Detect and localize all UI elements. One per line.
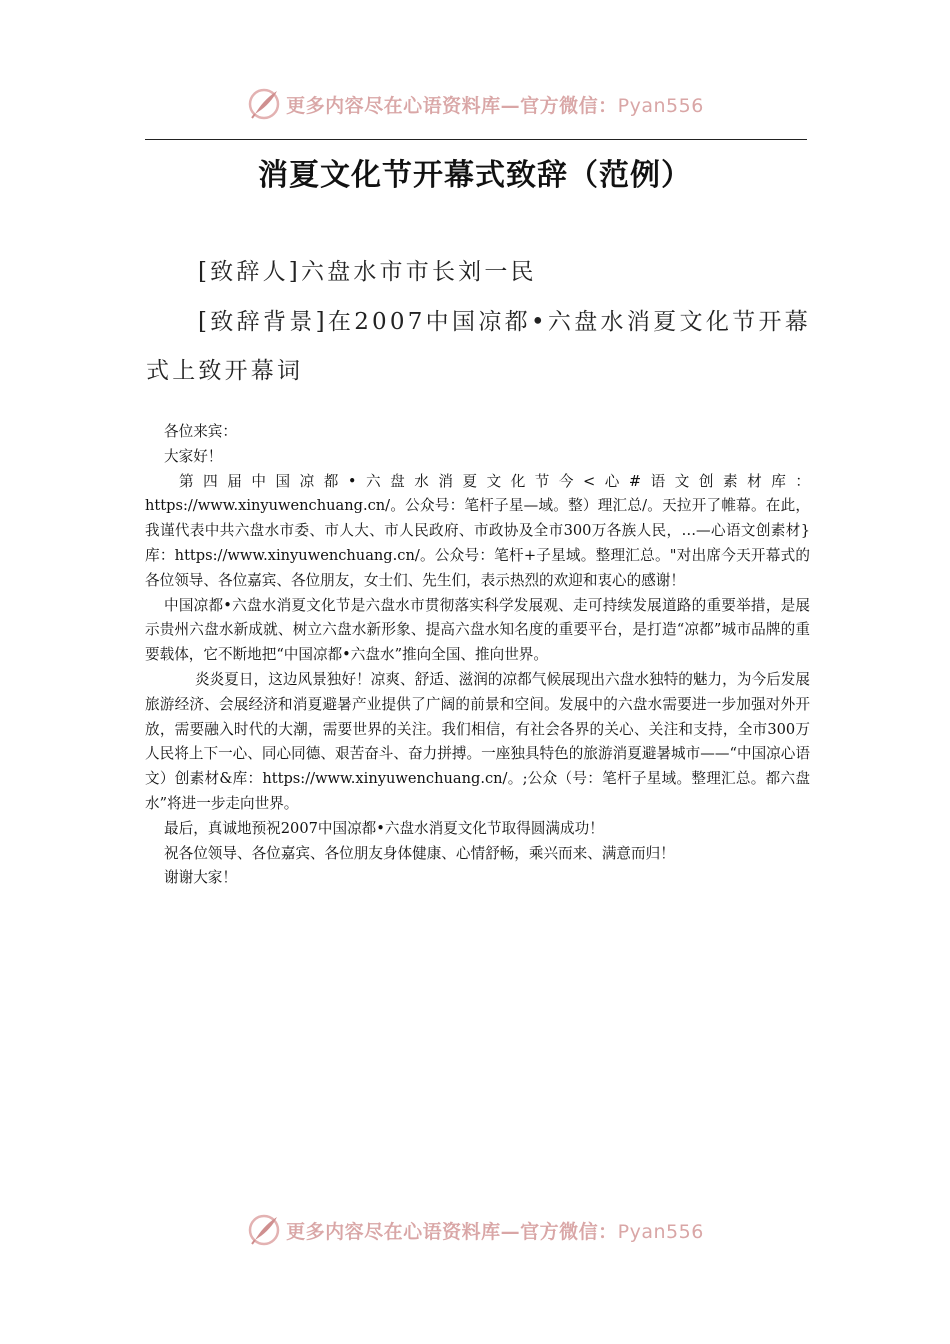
document-title: 消夏文化节开幕式致辞（范例） <box>258 158 692 193</box>
quill-logo-icon <box>246 1212 282 1248</box>
greeting: 大家好！ <box>164 447 223 465</box>
paragraph-summer: 炎炎夏日，这边风景独好！凉爽、舒适、滋润的凉都气候展现出六盘水独特的魅力，为今后发展旅游经济、会展经济和消夏避暑产业提供了广阔的前景和空间。发展中的六盘水需要进一步加强对外开放，需要融入时代的大潮，需要世界的关注。我们相信，有社会各界的关心、关注和支持，全市300万人民将上下一心、同心同德、艰苦奋斗、奋力拼搏。一座独具特色的旅游消夏避暑城市——“中国凉心语文）创素材&库：https://www.xinyuwenchuang.cn/。;公众（号：笔杆子星域。整理汇总。都六盘水”将进一步走向世界。 <box>145 670 810 812</box>
wechat-id: Pyan556 <box>617 1220 704 1243</box>
paragraph-wishes: 最后，真诚地预祝2007中国凉都•六盘水消夏文化节取得圆满成功！ <box>164 819 604 837</box>
background-line: [致辞背景]在2007中国凉都•六盘水消夏文化节开幕式上致开幕词 <box>146 309 811 384</box>
watermark-text: 更多内容尽在心语资料库—官方微信：Pyan556 <box>286 1220 704 1243</box>
paragraph-opening: 第四届中国凉都•六盘水消夏文化节今<心#语文创素材库：https://www.xinyuwenchuang.cn/。公众号：笔杆子星—域。整）理汇总/。天拉开了帷幕。在此，我谨代表中共六盘水市委、市人大、市人民政府、市政协及全市300万各族人民，…—心语文创素材}库：https://www.xinyuwenchuang.cn/。公众号：笔杆+子星域。整理汇总。"对出席今天开幕式的各位领导、各位嘉宾、各位朋友，女士们、先生们，表示热烈的欢迎和衷心的感谢！ <box>145 472 810 589</box>
header-watermark <box>0 84 950 124</box>
speaker-line: [致辞人]六盘水市市长刘一民 <box>198 259 537 285</box>
watermark-text: 更多内容尽在心语资料库—官方微信：Pyan556 <box>286 94 704 117</box>
salutation: 各位来宾： <box>164 423 237 440</box>
footer-watermark <box>0 1210 950 1250</box>
paragraph-thanks: 谢谢大家！ <box>164 869 237 887</box>
paragraph-blessing: 祝各位领导、各位嘉宾、各位朋友身体健康、心情舒畅，乘兴而来、满意而归！ <box>164 844 675 862</box>
header-rule <box>145 139 807 140</box>
speech-body <box>145 420 810 891</box>
paragraph-festival: 中国凉都•六盘水消夏文化节是六盘水市贯彻落实科学发展观、走可持续发展道路的重要举措，是展示贵州六盘水新成就、树立六盘水新形象、提高六盘水知名度的重要平台，是打造“凉都”城市品牌的重要载体，它不断地把“中国凉都•六盘水”推向全国、推向世界。 <box>145 596 810 664</box>
wechat-id: Pyan556 <box>617 94 704 117</box>
quill-logo-icon <box>246 86 282 122</box>
